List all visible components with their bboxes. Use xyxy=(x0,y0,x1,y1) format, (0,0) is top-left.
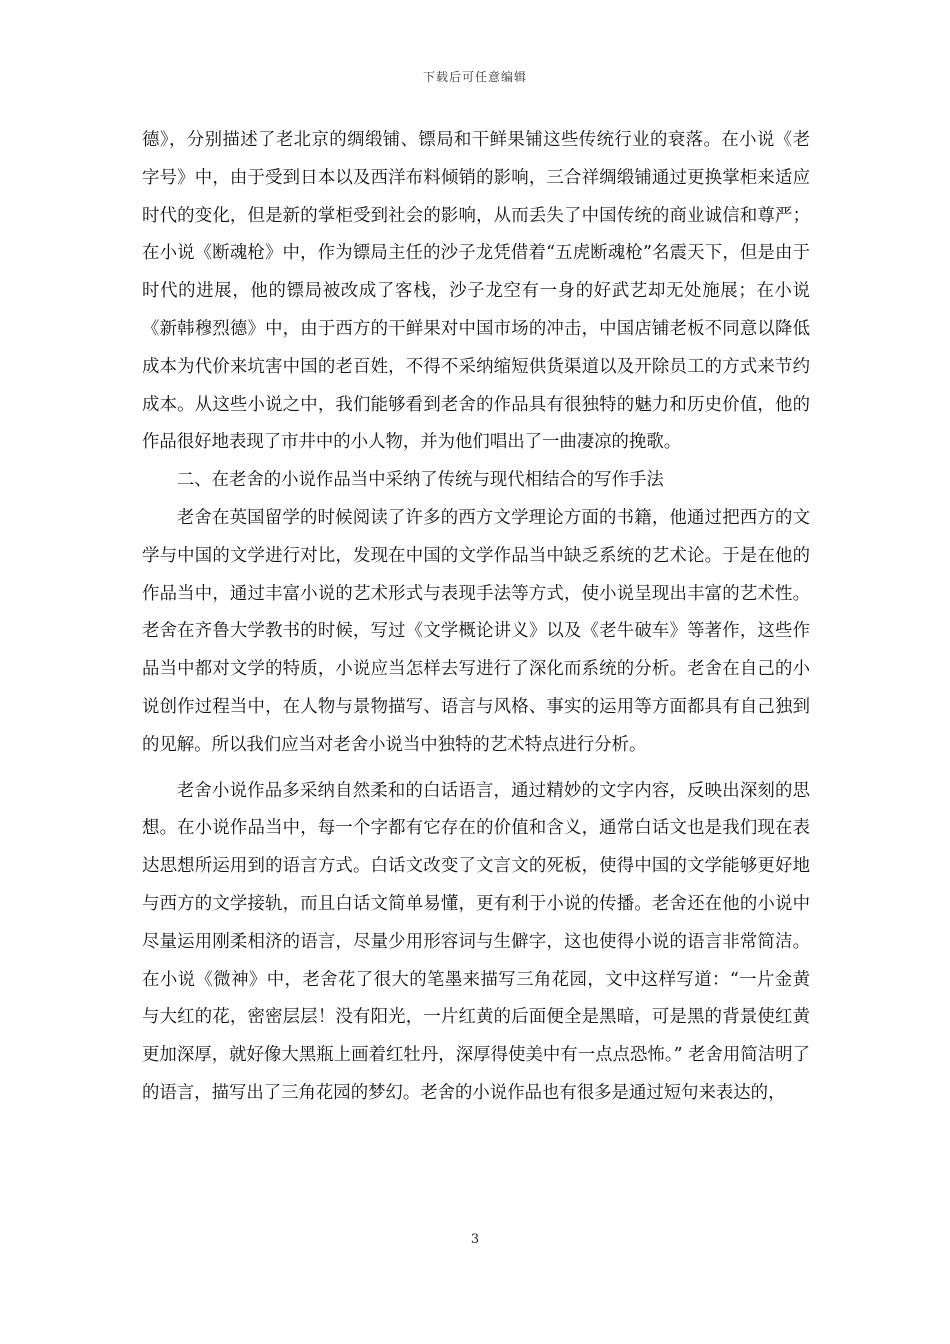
section-heading: 二、在老舍的小说作品当中采纳了传统与现代相结合的写作手法 xyxy=(176,470,664,491)
paragraph-continuation: 德》，分别描述了老北京的绸缎铺、镖局和干鲜果铺这些传统行业的衰落。在小说《老字号》中，由于受到日本以及西洋布料倾销的影响，三合祥绸缎铺通过更换掌柜来适应时代的变化，但是新的掌柜受到社会的影响，从而丢失了中国传统的商业诚信和尊严；在小说《断魂枪》中，作为镖局主任的沙子龙凭借着“五虎断魂枪”名震天下，但是由于时代的进展，他的镖局被改成了客栈，沙子龙空有一身的好武艺却无处施展；在小说《新韩穆烈德》中，由于西方的干鲜果对中国市场的冲击，中国店铺老板不同意以降低成本为代价来坑害中国的老百姓，不得不采纳缩短供货渠道以及开除员工的方式来节约成本。从这些小说之中，我们能够看到老舍的作品具有很独特的魅力和历史价值，他的作品很好地表现了市井中的小人物，并为他们唱出了一曲凄凉的挽歌。 xyxy=(142,130,810,453)
page-number: 3 xyxy=(470,1232,480,1247)
page-header: 下载后可任意编辑 xyxy=(422,70,527,84)
paragraph: 老舍小说作品多采纳自然柔和的白话语言，通过精妙的文字内容，反映出深刻的思想。在小说作品当中，每一个字都有它存在的价值和含义，通常白话文也是我们现在表达思想所运用到的语言方式。白话文改变了文言文的死板，使得中国的文学能够更好地与西方的文学接轨，而且白话文简单易懂，更有利于小说的传播。老舍还在他的小说中尽量运用刚柔相济的语言，尽量少用形容词与生僻字，这也使得小说的语言非常简洁。在小说《微神》中，老舍花了很大的笔墨来描写三角花园，文中这样写道：“一片金黄与大红的花，密密层层！没有阳光，一片红黄的后面便全是黑暗，可是黑的背景使红黄更加深厚，就好像大黑瓶上画着红牡丹，深厚得使美中有一点点恐怖。” 老舍用简洁明了的语言，描写出了三角花园的梦幻。老舍的小说作品也有很多是通过短句来表达的， xyxy=(142,780,810,1103)
paragraph: 老舍在英国留学的时候阅读了许多的西方文学理论方面的书籍，他通过把西方的文学与中国的文学进行对比，发现在中国的文学作品当中缺乏系统的艺术论。于是在他的作品当中，通过丰富小说的艺术形式与表现手法等方式，使小说呈现出丰富的艺术性。老舍在齐鲁大学教书的时候，写过《文学概论讲义》以及《老牛破车》等著作，这些作品当中都对文学的特质，小说应当怎样去写进行了深化而系统的分析。老舍在自己的小说创作过程当中，在人物与景物描写、语言与风格、事实的运用等方面都具有自己独到的见解。所以我们应当对老舍小说当中独特的艺术特点进行分析。 xyxy=(142,507,810,755)
body-text xyxy=(142,122,810,1113)
